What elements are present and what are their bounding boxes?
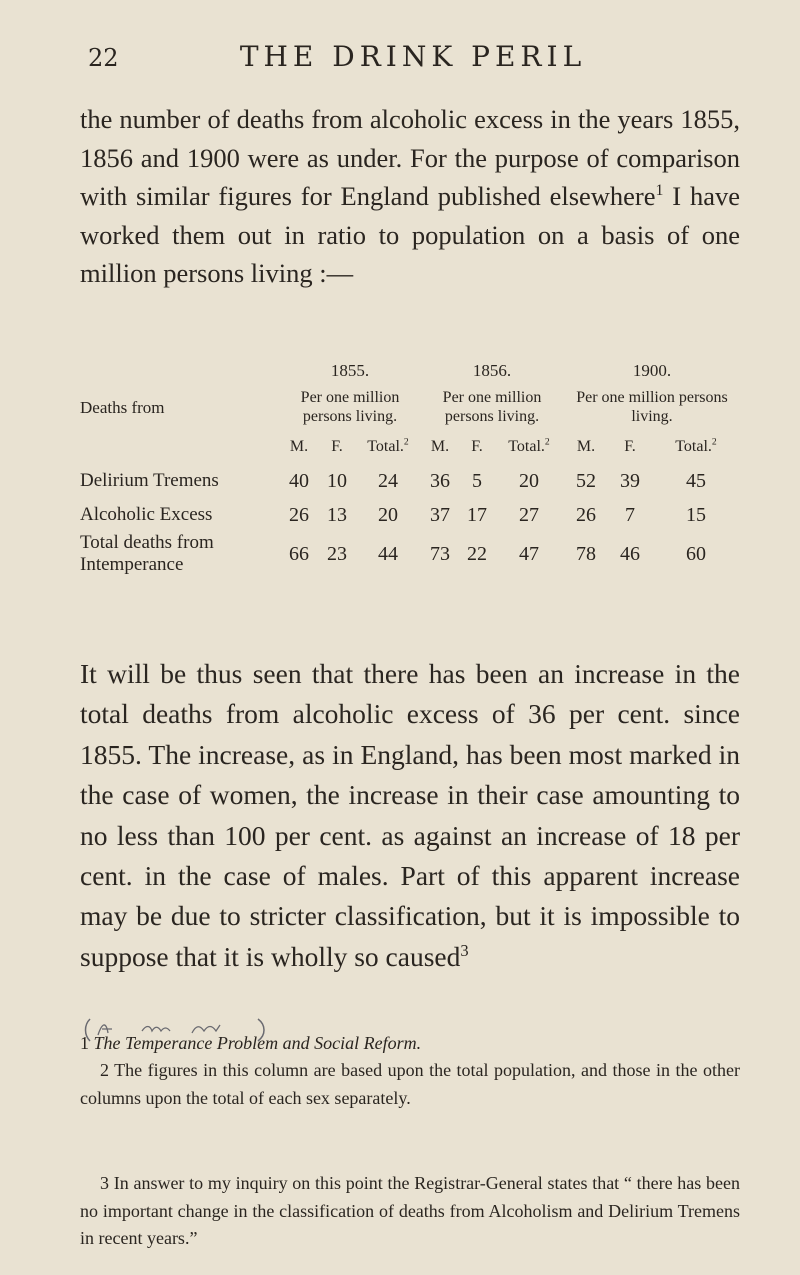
intro-paragraph bbox=[80, 100, 740, 293]
table-cell: 23 bbox=[327, 542, 347, 565]
subhead-female: F. bbox=[331, 438, 343, 455]
row-header-label: Deaths from bbox=[80, 397, 165, 417]
table-cell: 22 bbox=[467, 542, 487, 565]
table-row bbox=[80, 532, 740, 576]
year-heading: 1856. bbox=[472, 361, 512, 380]
table-cell: 17 bbox=[467, 503, 487, 526]
footnote-3 bbox=[80, 1170, 740, 1253]
footnote-text: In answer to my inquiry on this point the Registrar-General states that “ there has been no important change in the classification of deaths from Alcoholism and Delirium Tremens in recent years.” bbox=[80, 1173, 741, 1248]
subhead-female: F. bbox=[471, 438, 483, 455]
footnote-text: The Temperance Problem and Social Reform. bbox=[93, 1033, 422, 1053]
running-head bbox=[88, 40, 738, 84]
footnote-mark: 3 bbox=[100, 1173, 109, 1193]
table-cell: 7 bbox=[625, 503, 635, 526]
page-number: 22 bbox=[88, 44, 119, 72]
basis-row bbox=[80, 384, 740, 430]
table-cell: 52 bbox=[576, 469, 596, 492]
table-cell: 46 bbox=[620, 542, 640, 565]
table-cell: 20 bbox=[378, 503, 398, 526]
footnote-ref-2[interactable]: 2 bbox=[544, 436, 550, 448]
subhead-total: Total.$^2$ bbox=[508, 436, 550, 455]
subhead-row bbox=[80, 430, 740, 464]
year-row bbox=[80, 358, 740, 384]
table-cell: 15 bbox=[686, 503, 706, 526]
subhead-female: F. bbox=[624, 438, 636, 455]
table-cell: 20 bbox=[519, 469, 539, 492]
running-title: THE DRINK PERIL bbox=[239, 40, 587, 73]
table-cell: 13 bbox=[327, 503, 347, 526]
table-cell: 37 bbox=[430, 503, 450, 526]
table-cell: 40 bbox=[289, 469, 309, 492]
footnote-mark: 2 bbox=[100, 1060, 109, 1080]
subhead-male: M. bbox=[576, 438, 596, 455]
mortality-table bbox=[80, 358, 740, 576]
subhead-male: M. bbox=[289, 438, 309, 455]
table-cell: 24 bbox=[378, 469, 398, 492]
footnote-ref-1[interactable]: 1 bbox=[655, 182, 664, 200]
table-row bbox=[80, 464, 740, 498]
table-cell: 39 bbox=[620, 469, 640, 492]
basis-heading: Per one million persons living. bbox=[442, 389, 542, 425]
footnote-ref-2[interactable]: 2 bbox=[711, 436, 717, 448]
table-cell: 45 bbox=[686, 469, 706, 492]
table-cell: 5 bbox=[472, 469, 482, 492]
table-cell: 47 bbox=[519, 542, 539, 565]
subhead-total: Total.$^2$ bbox=[675, 436, 717, 455]
table-cell: 66 bbox=[289, 542, 309, 565]
row-label: Alcoholic Excess bbox=[80, 504, 213, 525]
table-cell: 73 bbox=[430, 542, 450, 565]
subhead-total: Total.$^2$ bbox=[367, 436, 409, 455]
table-cell: 60 bbox=[686, 542, 706, 565]
year-heading: 1900. bbox=[632, 361, 672, 380]
table-cell: 44 bbox=[378, 542, 398, 565]
table-cell: 78 bbox=[576, 542, 596, 565]
footnote-2 bbox=[80, 1057, 740, 1112]
row-label: Delirium Tremens bbox=[80, 470, 219, 491]
basis-heading: Per one million persons living. bbox=[576, 389, 728, 425]
subhead-male: M. bbox=[430, 438, 450, 455]
footnote-mark: 1 bbox=[80, 1033, 89, 1053]
intro-text-end: I have worked them out in ratio to population on a basis of one million persons living :— bbox=[80, 181, 740, 289]
table-row bbox=[80, 498, 740, 532]
table-cell: 10 bbox=[327, 469, 347, 492]
footnote-1 bbox=[80, 1030, 740, 1058]
row-label: Total deaths from Intemperance bbox=[80, 532, 214, 575]
body-paragraph bbox=[80, 654, 740, 977]
intro-text: the number of deaths from alcoholic excess in the years 1855, 1856 and 1900 were as under. For the purpose of comparison with similar figures for England published elsewhere bbox=[80, 104, 740, 212]
table-cell: 36 bbox=[430, 469, 450, 492]
footnote-text: The figures in this column are based upon the total population, and those in the other columns upon the total of each sex separately. bbox=[80, 1060, 740, 1108]
basis-heading: Per one million persons living. bbox=[300, 389, 400, 425]
table-cell: 27 bbox=[519, 503, 539, 526]
table-cell: 26 bbox=[576, 503, 596, 526]
footnote-ref-2[interactable]: 2 bbox=[403, 436, 409, 448]
table-cell: 26 bbox=[289, 503, 309, 526]
year-heading: 1855. bbox=[330, 361, 370, 380]
body-text: It will be thus seen that there has been an increase in the total deaths from alcoholic excess of 36 per cent. since 1855. The increase, as in England, has been most marked in the case of women, the increase in their case amounting to no less than 100 per cent. as against an increase of 18 per cent. in the case of males. Part of this apparent increase may be due to stricter classification, but it is impossible to suppose that it is wholly so caused bbox=[80, 658, 740, 972]
footnote-ref-3[interactable]: 3 bbox=[460, 940, 469, 960]
